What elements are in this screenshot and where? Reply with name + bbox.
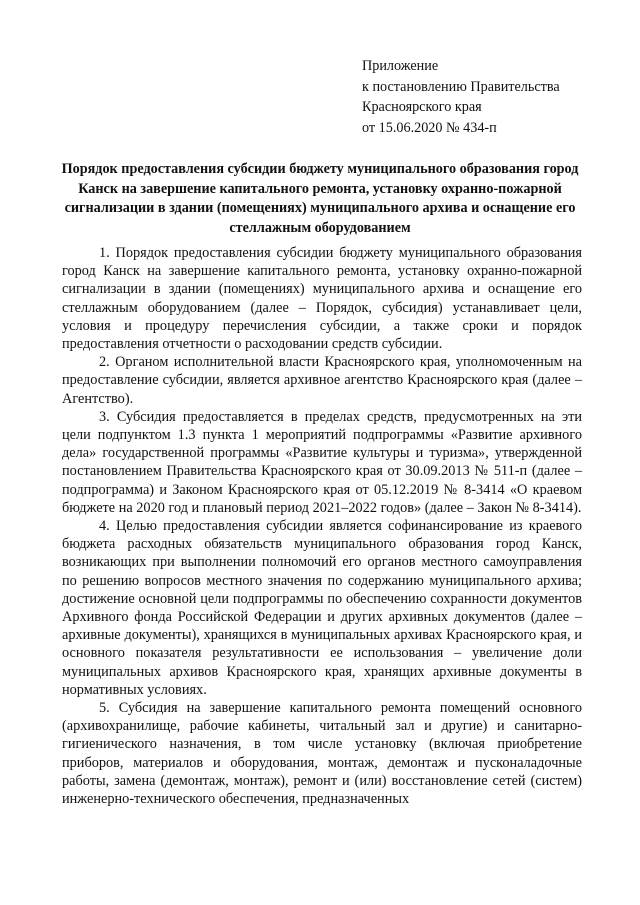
appendix-header [362,56,560,138]
paragraph-4: 4. Целью предоставления субсидии является софинансирование из краевого бюджета расходных обязательств муниципального образования город Канск, возникающих при выполнении полномочий его органов местного самоуправления по решению вопросов местного значения по содержанию муниципального архива; достижение основной цели подпрограммы по обеспечению сохранности документов Архивного фонда Российской Федерации и других архивных документов (далее – архивные документы), хранящихся в муниципальных архивах Красноярского края, и основного показателя результативности ее использования – увеличение доли муниципальных архивов Красноярского края, хранящих архивные документы в нормативных условиях. [62,518,582,698]
appendix-line-4: от 15.06.2020 № 434-п [362,119,497,136]
document-title: Порядок предоставления субсидии бюджету муниципального образования город Канск на завершение капитального ремонта, установку охранно-пожарной сигнализации в здании (помещениях) муниципального архива и оснащение его стеллажным оборудованием [61,161,579,236]
appendix-line-2: к постановлению Правительства [362,78,560,95]
paragraph-2: 2. Органом исполнительной власти Красноярского края, уполномоченным на предоставление субсидии, является архивное агентство Красноярского края (далее – Агентство). [62,354,582,407]
paragraph-3: 3. Субсидия предоставляется в пределах средств, предусмотренных на эти цели подпунктом 1.3 пункта 1 мероприятий подпрограммы «Развитие архивного дела» государственной программы «Развитие культуры и туризма», утвержденной постановлением Правительства Красноярского края от 30.09.2013 № 511-п (далее – подпрограмма) и Законом Красноярского края от 05.12.2019 № 8-3414 «О краевом бюджете на 2020 год и плановый период 2021–2022 годов» (далее – Закон № 8-3414). [62,408,582,516]
appendix-line-3: Красноярского края [362,99,482,115]
appendix-line-1: Приложение [362,58,439,74]
document-body [62,244,582,808]
paragraph-1: 1. Порядок предоставления субсидии бюджету муниципального образования город Канск на завершение капитального ремонта, установку охранно-пожарной сигнализации в здании (помещениях) муниципального архива и оснащение его стеллажным оборудованием (далее – Порядок, субсидия) устанавливает цели, условия и процедуру перечисления субсидии, а также сроки и порядок предоставления отчетности о расходовании средств субсидии. [62,245,582,353]
paragraph-5: 5. Субсидия на завершение капитального ремонта помещений основного (архивохранилище, рабочие кабинеты, читальный зал и другие) и санитарно-гигиенического назначения, в том числе установку (включая приобретение приборов, материалов и оборудования, монтаж, демонтаж и пусконаладочные работы, замена (демонтаж, монтаж), ремонт и (или) восстановление сетей (систем) инженерно-технического обеспечения, предназначенных [62,700,582,808]
